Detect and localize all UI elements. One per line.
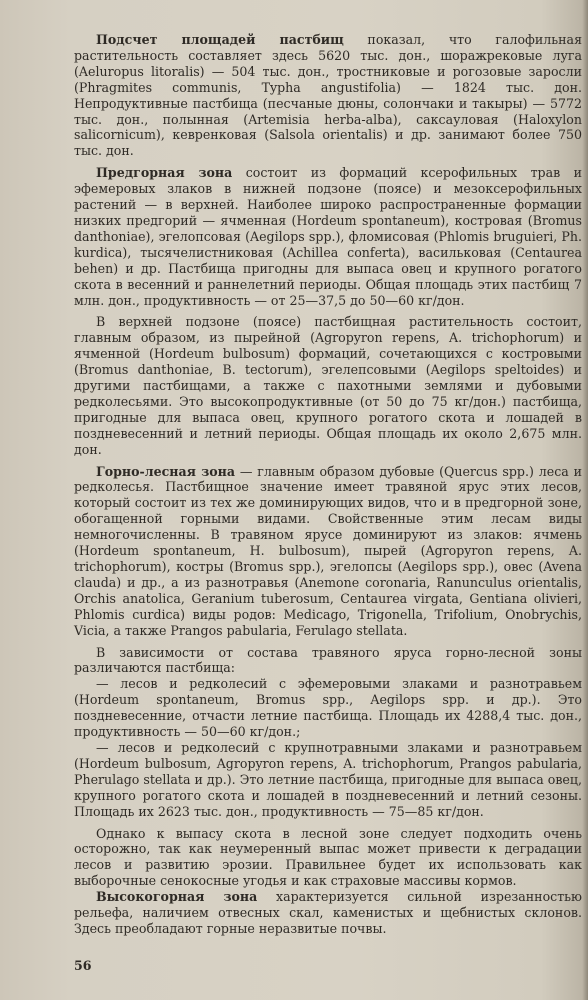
- paragraph-text: — лесов и редколесий с эфемеровыми злаками и разнотравьем (Hordeum spontaneum, Bromus spp., Aegilops spp. и др.). Это поздневесенние, отчасти летние пастбища. Площадь их 4288,4 тыс. дон., продуктивность — 50—60 кг/дон.;: [74, 676, 582, 740]
- paragraph-upper-subzone: [74, 314, 582, 457]
- section-heading-mountain-forest-zone: Горно-лесная зона: [96, 463, 236, 479]
- paragraph-mountain-forest-zone: [74, 464, 582, 639]
- paragraph-text: В зависимости от состава травяного яруса горно-лесной зоны различаются пастбища:: [74, 644, 582, 676]
- paragraph-grazing-caution: [74, 826, 582, 890]
- paragraph-text: Однако к выпасу скота в лесной зоне следует подходить очень осторожно, так как неумеренный выпас может привести к деградации лесов и развитию эрозии. Правильнее будет их использовать как выборочные сенокосные угодья и как страховые массивы кормов.: [74, 825, 582, 889]
- paragraph-text: — главным образом дубовые (Quercus spp.) леса и редколесья. Пастбищное значение имеет травяной ярус этих лесов, который состоит из тех же доминирующих видов, что и в предгорной зоне, обогащенной горными видами. Свойственные этим лесам виды немногочисленны. В травяном ярусе доминируют из злаков: ячмень (Hordeum spontaneum, H. bulbosum), пырей (Agropyron repens, A. trichophorum), костры (Bromus spp.), эгелопсы (Aegilops spp.), овес (Avena clauda) и др., а из разнотравья (Anemone coronaria, Ranunculus orientalis, Orchis anatolica, Geranium tuberosum, Centaurea virgata, Gentiana olivieri, Phlomis curdica) виды родов: Medicago, Trigonella, Trifolium, Onobrychis, Vicia, а также Prangos pabularia, Ferulago stellata.: [74, 463, 583, 638]
- body-text: [74, 32, 582, 937]
- list-item-tall-grass-pastures: [74, 740, 582, 820]
- paragraph-foothill-zone: [74, 165, 582, 308]
- paragraph-pasture-types-intro: [74, 645, 582, 677]
- page-number: 56: [74, 958, 92, 973]
- paragraph-lead: Подсчет площадей пастбищ: [96, 32, 344, 47]
- page-edge-shadow: [582, 0, 588, 1000]
- section-heading-foothill-zone: Предгорная зона: [96, 165, 233, 181]
- paragraph-text: В верхней подзоне (поясе) пастбищная растительность состоит, главным образом, из пырейной (Agropyron repens, A. trichophorum) и ячменной (Hordeum bulbosum) формаций, сочетающихся с костровыми (Bromus danthoniae, B. tectorum), эгелепсовыми (Aegilops speltoides) и другими пастбищами, а также с пахотными землями и дубовыми редколесьями. Это высокопродуктивные (от 50 до 75 кг/дон.) пастбища, пригодные для выпаса овец, крупного рогатого скота и лошадей в поздневесенний и летний периоды. Общая площадь их около 2,675 млн. дон.: [74, 314, 582, 457]
- paragraph-pasture-area: [74, 32, 582, 159]
- list-item-ephemeral-pastures: [74, 676, 582, 740]
- paragraph-text: состоит из формаций ксерофильных трав и эфемеровых злаков в нижней подзоне (поясе) и мезоксерофильных растений — в верхней. Наиболее широко распространенные формации низких предгорий — ячменная (Hordeum spontaneum), костровая (Bromus danthoniae), эгелопсовая (Aegilops spp.), фломисовая (Phlomis bruguieri, Ph. kurdica), тысячелистниковая (Achillea conferta), васильковая (Centaurea behen) и др. Пастбища пригодны для выпаса овец и крупного рогатого скота в весенний и раннелетний периоды. Общая площадь этих пастбищ 7 млн. дон., продуктивность — от 25—37,5 до 50—60 кг/дон.: [74, 165, 582, 308]
- section-heading-high-mountain-zone: Высокогорная зона: [96, 889, 258, 905]
- paragraph-text: характеризуется сильной изрезанностью рельефа, наличием отвесных скал, каменистых и щебнистых склонов. Здесь преобладают горные неразвитые почвы.: [74, 889, 582, 936]
- paragraph-text: показал, что галофильная растительность составляет здесь 5620 тыс. дон., шоражрековые луга (Aeluropus litoralis) — 504 тыс. дон., тростниковые и рогозовые заросли (Phragmites communis, Typha angustifolia) — 1824 тыс. дон. Непродуктивные пастбища (песчаные дюны, солончаки и такыры) — 5772 тыс. дон., полынная (Artemisia herba-alba), саксауловая (Haloxylon salicornicum), кевренковая (Salsola orientalis) и др. занимают более 750 тыс. дон.: [74, 32, 583, 159]
- paragraph-high-mountain-zone: [74, 889, 582, 937]
- paragraph-text: — лесов и редколесий с крупнотравными злаками и разнотравьем (Hordeum bulbosum, Agropyron repens, A. trichophorum, Prangos pabularia, Pherulago stellata и др.). Это летние пастбища, пригодные для выпаса овец, крупного рогатого скота и лошадей в поздневесенний и летний сезоны. Площадь их 2623 тыс. дон., продуктивность — 75—85 кг/дон.: [74, 739, 582, 819]
